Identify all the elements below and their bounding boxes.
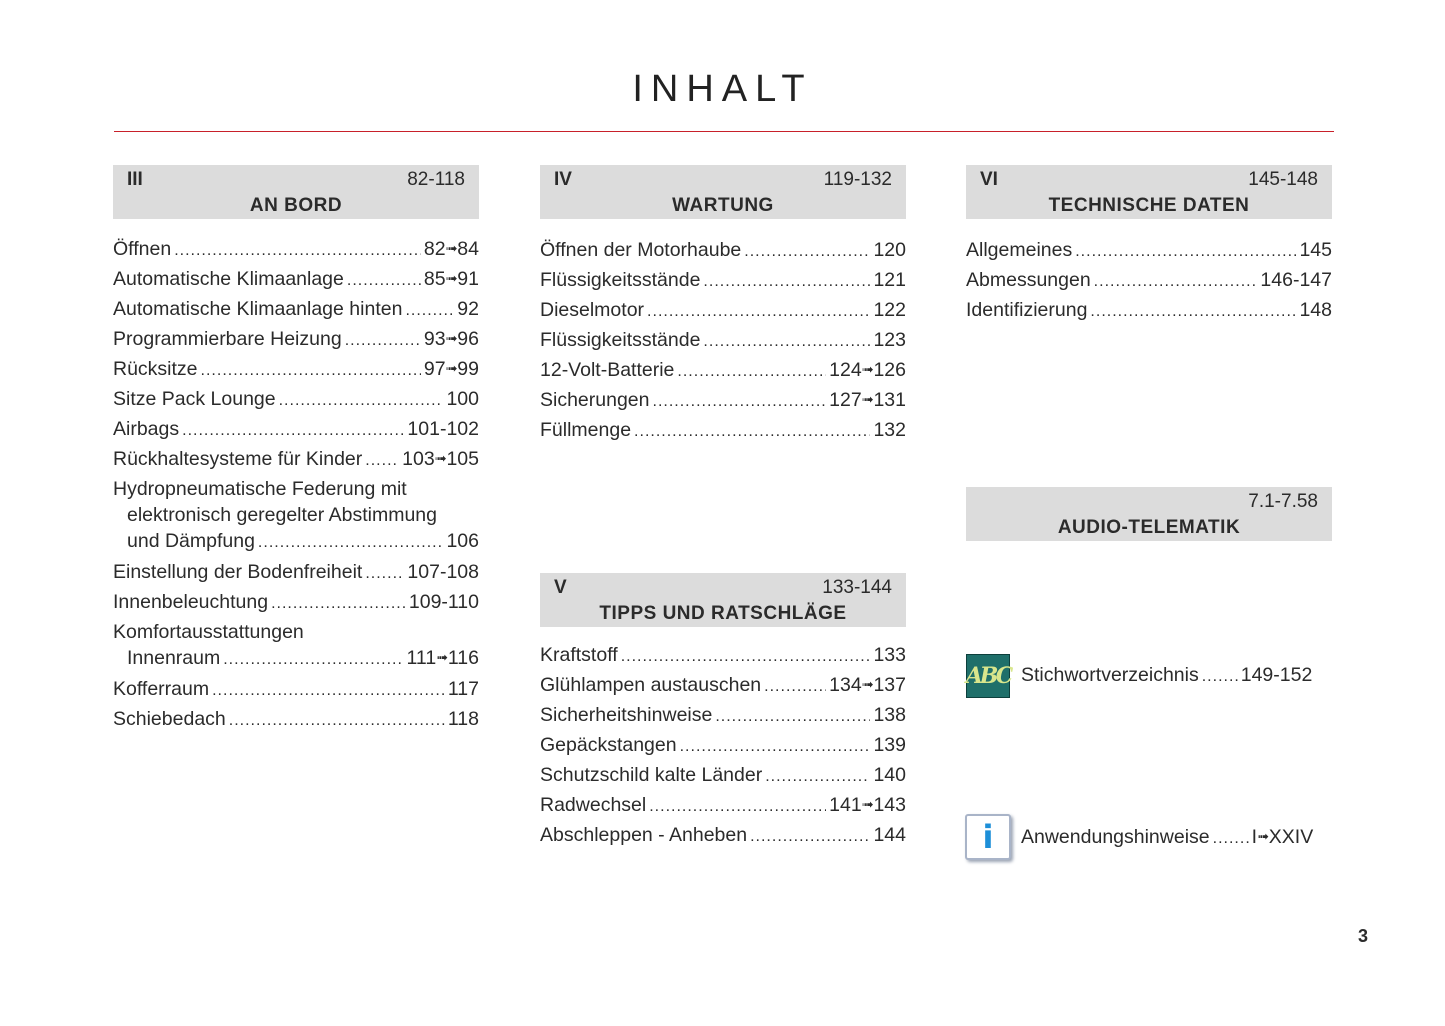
section-page-range: 7.1-7.58	[1248, 491, 1318, 512]
entry-label: Flüssigkeitsstände	[540, 269, 701, 291]
entry-page: 106	[446, 530, 479, 552]
toc-entry[interactable]	[113, 264, 479, 294]
entry-page: 97➟99	[424, 354, 479, 385]
arrow-icon: ➟	[861, 676, 874, 692]
entry-label-line: Komfortausstattungen	[113, 621, 304, 643]
entry-label: Abschleppen - Anheben	[540, 824, 748, 846]
toc-entry-multiline[interactable]	[113, 619, 479, 671]
dot-leader	[1090, 297, 1296, 327]
section-page-range: 82-118	[407, 169, 465, 190]
toc-entry[interactable]	[113, 704, 479, 734]
section-title: AN BORD	[249, 195, 343, 216]
index-entry[interactable]	[1021, 660, 1331, 690]
toc-entry[interactable]	[540, 235, 906, 265]
section-an-bord	[113, 165, 479, 730]
section-header	[113, 165, 479, 219]
entry-page: 141➟143	[829, 790, 906, 821]
arrow-icon: ➟	[861, 391, 874, 407]
toc-entry[interactable]	[113, 354, 479, 384]
section-page-range: 119-132	[823, 169, 892, 190]
section-wartung	[540, 165, 906, 441]
dot-leader	[271, 589, 406, 619]
entry-page: 101-102	[407, 418, 479, 440]
toc-entry[interactable]	[113, 444, 479, 474]
arrow-icon: ➟	[861, 361, 874, 377]
section-page-range: 145-148	[1248, 169, 1318, 190]
entry-page: 132	[873, 419, 906, 441]
entry-page: 93➟96	[424, 324, 479, 355]
arrow-icon: ➟	[445, 240, 458, 256]
entry-page: 117	[447, 678, 479, 700]
section-tipps	[540, 573, 906, 846]
entry-label: Identifizierung	[966, 299, 1088, 321]
toc-entry-last-line	[113, 645, 479, 671]
arrow-icon: ➟	[861, 796, 874, 812]
dot-leader	[1075, 237, 1296, 267]
entry-label: Radwechsel	[540, 794, 647, 816]
toc-entry[interactable]	[540, 760, 906, 790]
entry-page: 122	[873, 299, 906, 321]
entry-label: Einstellung der Bodenfreiheit	[113, 561, 363, 583]
arrow-icon: ➟	[445, 360, 458, 376]
dot-leader	[634, 417, 870, 447]
toc-entry[interactable]	[540, 355, 906, 385]
dot-leader	[647, 297, 870, 327]
dot-leader	[365, 446, 399, 476]
entry-page: 145	[1299, 239, 1332, 261]
dot-leader	[1094, 267, 1258, 297]
toc-entry-last-line	[113, 528, 479, 554]
arrow-icon: ➟	[436, 649, 448, 665]
toc-entry[interactable]	[540, 820, 906, 850]
toc-entry[interactable]	[113, 294, 479, 324]
section-audio-telematik[interactable]	[966, 487, 1332, 541]
dot-leader	[1213, 824, 1249, 854]
entry-page: 146-147	[1260, 269, 1332, 291]
entry-label: Schutzschild kalte Länder	[540, 764, 763, 786]
section-header	[966, 487, 1332, 541]
dot-leader	[1202, 662, 1238, 692]
toc-entry[interactable]	[113, 587, 479, 617]
entry-label: Schiebedach	[113, 708, 226, 730]
toc-entry[interactable]	[113, 414, 479, 444]
dot-leader	[279, 386, 444, 416]
entry-page: 148	[1299, 299, 1332, 321]
section-header	[540, 573, 906, 627]
entry-page: 140	[873, 764, 906, 786]
dot-leader	[703, 267, 870, 297]
entry-label: Programmierbare Heizung	[113, 328, 342, 350]
entry-page: 120	[873, 239, 906, 261]
dot-leader	[765, 762, 870, 792]
entry-page: 138	[873, 704, 906, 726]
dot-leader	[212, 676, 445, 706]
dot-leader	[174, 236, 421, 266]
entry-label: Stichwortverzeichnis	[1021, 664, 1199, 686]
entry-label: Gepäckstangen	[540, 734, 677, 756]
entry-page: 92	[457, 298, 479, 320]
dot-leader	[182, 416, 404, 446]
dot-leader	[649, 792, 826, 822]
toc-entries	[966, 235, 1332, 325]
entry-label-line: Hydropneumatische Federung mit	[113, 478, 407, 500]
title-divider	[114, 131, 1334, 132]
entry-label: Innenbeleuchtung	[113, 591, 269, 613]
arrow-icon: ➟	[445, 330, 458, 346]
dot-leader	[223, 647, 403, 673]
entry-page: 124➟126	[829, 355, 906, 386]
entry-page: 127➟131	[829, 385, 906, 416]
toc-entry[interactable]	[113, 234, 479, 264]
entry-label: Kofferraum	[113, 678, 210, 700]
toc-entry[interactable]	[113, 674, 479, 704]
entry-label: Sicherungen	[540, 389, 650, 411]
section-number: V	[554, 577, 567, 598]
entry-label: Abmessungen	[966, 269, 1091, 291]
section-header	[540, 165, 906, 219]
toc-entry[interactable]	[113, 324, 479, 354]
entry-label: Automatische Klimaanlage hinten	[113, 298, 403, 320]
entry-page: 121	[873, 269, 906, 291]
toc-entries	[540, 640, 906, 850]
entry-page: 100	[446, 388, 479, 410]
entry-label: Innenraum	[127, 647, 221, 669]
toc-entry[interactable]	[113, 384, 479, 414]
entry-page: 109-110	[408, 591, 479, 613]
entry-page: 134➟137	[829, 670, 906, 701]
dot-leader	[703, 327, 870, 357]
entry-page: 133	[873, 644, 906, 666]
toc-entry-multiline[interactable]	[113, 476, 479, 554]
dot-leader	[680, 732, 871, 762]
dot-leader	[258, 530, 444, 556]
dot-leader	[345, 326, 421, 356]
entry-page: 107-108	[407, 561, 479, 583]
dot-leader	[744, 237, 870, 267]
entry-page: 103➟105	[402, 444, 479, 475]
dot-leader	[750, 822, 870, 852]
entry-label: Glühlampen austauschen	[540, 674, 762, 696]
entry-label: Rückhaltesysteme für Kinder	[113, 448, 363, 470]
entry-page: 85➟91	[424, 264, 479, 295]
toc-entry[interactable]	[540, 670, 906, 700]
toc-entry[interactable]	[540, 700, 906, 730]
entry-label: Anwendungshinweise	[1021, 826, 1210, 848]
entry-label: Flüssigkeitsstände	[540, 329, 701, 351]
info-icon: i	[965, 814, 1011, 860]
entry-label-line: elektronisch geregelter Abstimmung	[127, 504, 437, 526]
entry-label: Öffnen der Motorhaube	[540, 239, 742, 261]
toc-entry[interactable]	[540, 325, 906, 355]
dot-leader	[677, 357, 826, 387]
entry-label: Sitze Pack Lounge	[113, 388, 276, 410]
entry-label: Öffnen	[113, 238, 172, 260]
dot-leader	[405, 296, 454, 326]
dot-leader	[621, 642, 871, 672]
toc-entry[interactable]	[540, 265, 906, 295]
dot-leader	[201, 356, 421, 386]
toc-entries	[540, 235, 906, 445]
toc-entry[interactable]	[540, 295, 906, 325]
hints-entry[interactable]	[1021, 822, 1331, 852]
entry-page: 144	[873, 824, 906, 846]
page-number: 3	[1358, 926, 1369, 946]
entry-label: Sicherheitshinweise	[540, 704, 713, 726]
abc-book-icon: ABC	[966, 654, 1010, 698]
entry-label: und Dämpfung	[127, 530, 255, 552]
arrow-icon: ➟	[445, 270, 458, 286]
entry-label: Dieselmotor	[540, 299, 645, 321]
toc-entries	[113, 234, 479, 734]
dot-leader	[229, 706, 445, 736]
section-number: VI	[980, 169, 998, 190]
section-title: WARTUNG	[672, 195, 774, 216]
dot-leader	[715, 702, 870, 732]
toc-entry[interactable]	[540, 640, 906, 670]
section-header	[966, 165, 1332, 219]
dot-leader	[347, 266, 421, 296]
entry-page: I➟XXIV	[1252, 822, 1314, 853]
entry-page: 149-152	[1240, 664, 1313, 686]
page-title: INHALT	[632, 68, 813, 110]
dot-leader	[365, 559, 404, 589]
entry-page: 123	[873, 329, 906, 351]
section-title: TIPPS UND RATSCHLÄGE	[599, 603, 847, 624]
entry-label: 12-Volt-Batterie	[540, 359, 675, 381]
toc-entry[interactable]	[966, 295, 1332, 325]
section-technische-daten	[966, 165, 1332, 321]
toc-entry[interactable]	[540, 730, 906, 760]
section-title: TECHNISCHE DATEN	[1048, 195, 1250, 216]
toc-entry[interactable]	[540, 415, 906, 445]
arrow-icon: ➟	[434, 450, 447, 466]
entry-label: Airbags	[113, 418, 180, 440]
toc-entry[interactable]	[540, 385, 906, 415]
entry-label: Füllmenge	[540, 419, 632, 441]
toc-entry[interactable]	[113, 557, 479, 587]
entry-label: Allgemeines	[966, 239, 1073, 261]
section-title: AUDIO-TELEMATIK	[1057, 517, 1241, 538]
entry-label: Kraftstoff	[540, 644, 618, 666]
section-page-range: 133-144	[822, 577, 892, 598]
toc-entry[interactable]	[966, 235, 1332, 265]
dot-leader	[764, 672, 826, 702]
arrow-icon: ➟	[1257, 828, 1269, 844]
entry-label: Automatische Klimaanlage	[113, 268, 344, 290]
entry-label: Rücksitze	[113, 358, 198, 380]
toc-entry[interactable]	[966, 265, 1332, 295]
section-number: IV	[554, 169, 572, 190]
entry-page: 118	[447, 708, 479, 730]
entry-page: 111➟116	[407, 645, 479, 672]
section-number: III	[127, 169, 143, 190]
entry-page: 139	[873, 734, 906, 756]
entry-page: 82➟84	[424, 234, 479, 265]
toc-entry[interactable]	[540, 790, 906, 820]
dot-leader	[653, 387, 827, 417]
